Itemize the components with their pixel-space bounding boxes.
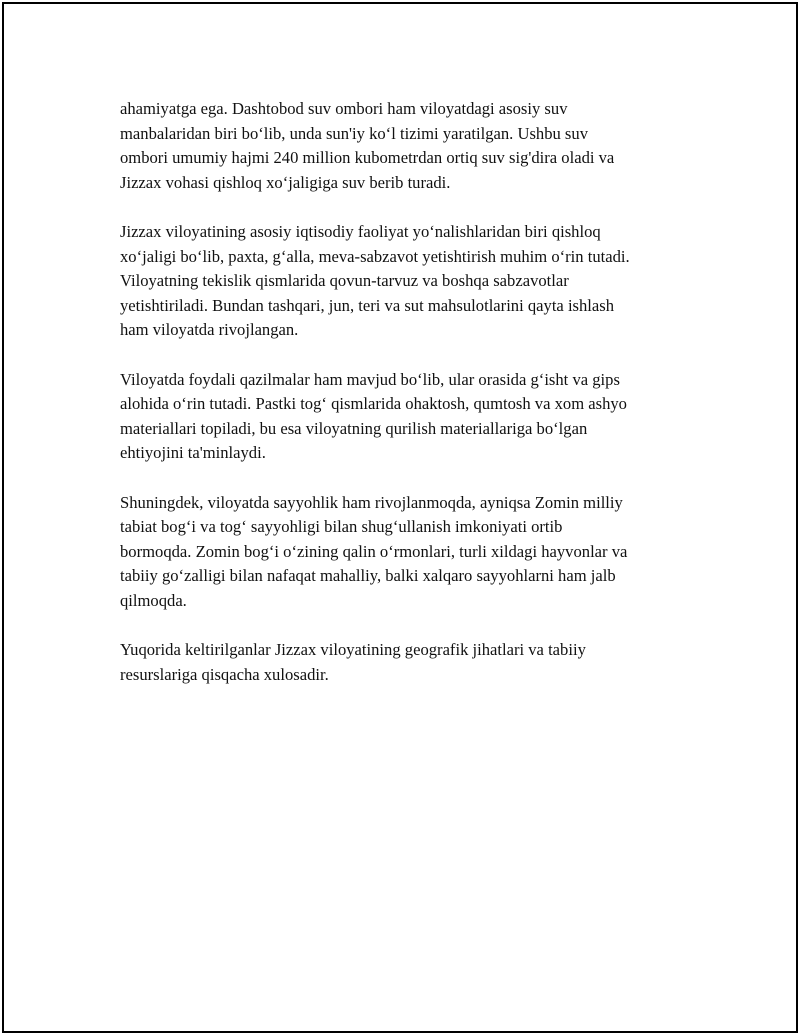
text-line: Viloyatda foydali qazilmalar ham mavjud bo‘lib, ular orasida g‘isht va gips: [120, 369, 620, 389]
text-line: ombori umumiy hajmi 240 million kubometrdan ortiq suv sig'dira oladi va: [120, 148, 615, 168]
text-line: yetishtiriladi. Bundan tashqari, jun, teri va sut mahsulotlarini qayta ishlash: [120, 295, 615, 315]
text-line: xo‘jaligi bo‘lib, paxta, g‘alla, meva-sabzavot yetishtirish muhim o‘rin tutadi.: [120, 246, 630, 266]
text-line: bormoqda. Zomin bog‘i o‘zining qalin o‘rmonlari, turli xildagi hayvonlar va: [120, 541, 628, 561]
text-line: ehtiyojini ta'minlaydi.: [120, 443, 266, 463]
text-line: tabiiy go‘zalligi bilan nafaqat mahalliy, balki xalqaro sayyohlarni ham jalb: [120, 566, 616, 586]
text-line: Shuningdek, viloyatda sayyohlik ham rivojlanmoqda, ayniqsa Zomin milliy: [120, 492, 623, 512]
text-line: Yuqorida keltirilganlar Jizzax viloyatining geografik jihatlari va tabiiy: [120, 640, 586, 660]
text-line: resurslariga qisqacha xulosadir.: [120, 664, 329, 684]
text-line: manbalaridan biri bo‘lib, unda sun'iy ko‘l tizimi yaratilgan. Ushbu suv: [120, 123, 588, 143]
text-line: tabiat bog‘i va tog‘ sayyohligi bilan shug‘ullanish imkoniyati ortib: [120, 517, 563, 537]
paragraph-3: [120, 368, 700, 466]
text-line: qilmoqda.: [120, 590, 187, 610]
paragraph-4: [120, 491, 700, 614]
text-line: ahamiyatga ega. Dashtobod suv ombori ham viloyatdagi asosiy suv: [120, 99, 568, 118]
paragraph-5: [120, 638, 700, 687]
text-line: Jizzax vohasi qishloq xo‘jaligiga suv berib turadi.: [120, 172, 451, 192]
paragraph-2: [120, 220, 700, 343]
text-line: Viloyatning tekislik qismlarida qovun-tarvuz va boshqa sabzavotlar: [120, 271, 569, 291]
text-line: alohida o‘rin tutadi. Pastki tog‘ qismlarida ohaktosh, qumtosh va xom ashyo: [120, 394, 627, 414]
document-page: [2, 2, 798, 1033]
text-line: Jizzax viloyatining asosiy iqtisodiy faoliyat yo‘nalishlaridan biri qishloq: [120, 221, 601, 241]
paragraph-1: [120, 97, 700, 195]
document-body: [120, 97, 700, 712]
text-line: materiallari topiladi, bu esa viloyatning qurilish materiallariga bo‘lgan: [120, 418, 588, 438]
text-line: ham viloyatda rivojlangan.: [120, 320, 299, 340]
